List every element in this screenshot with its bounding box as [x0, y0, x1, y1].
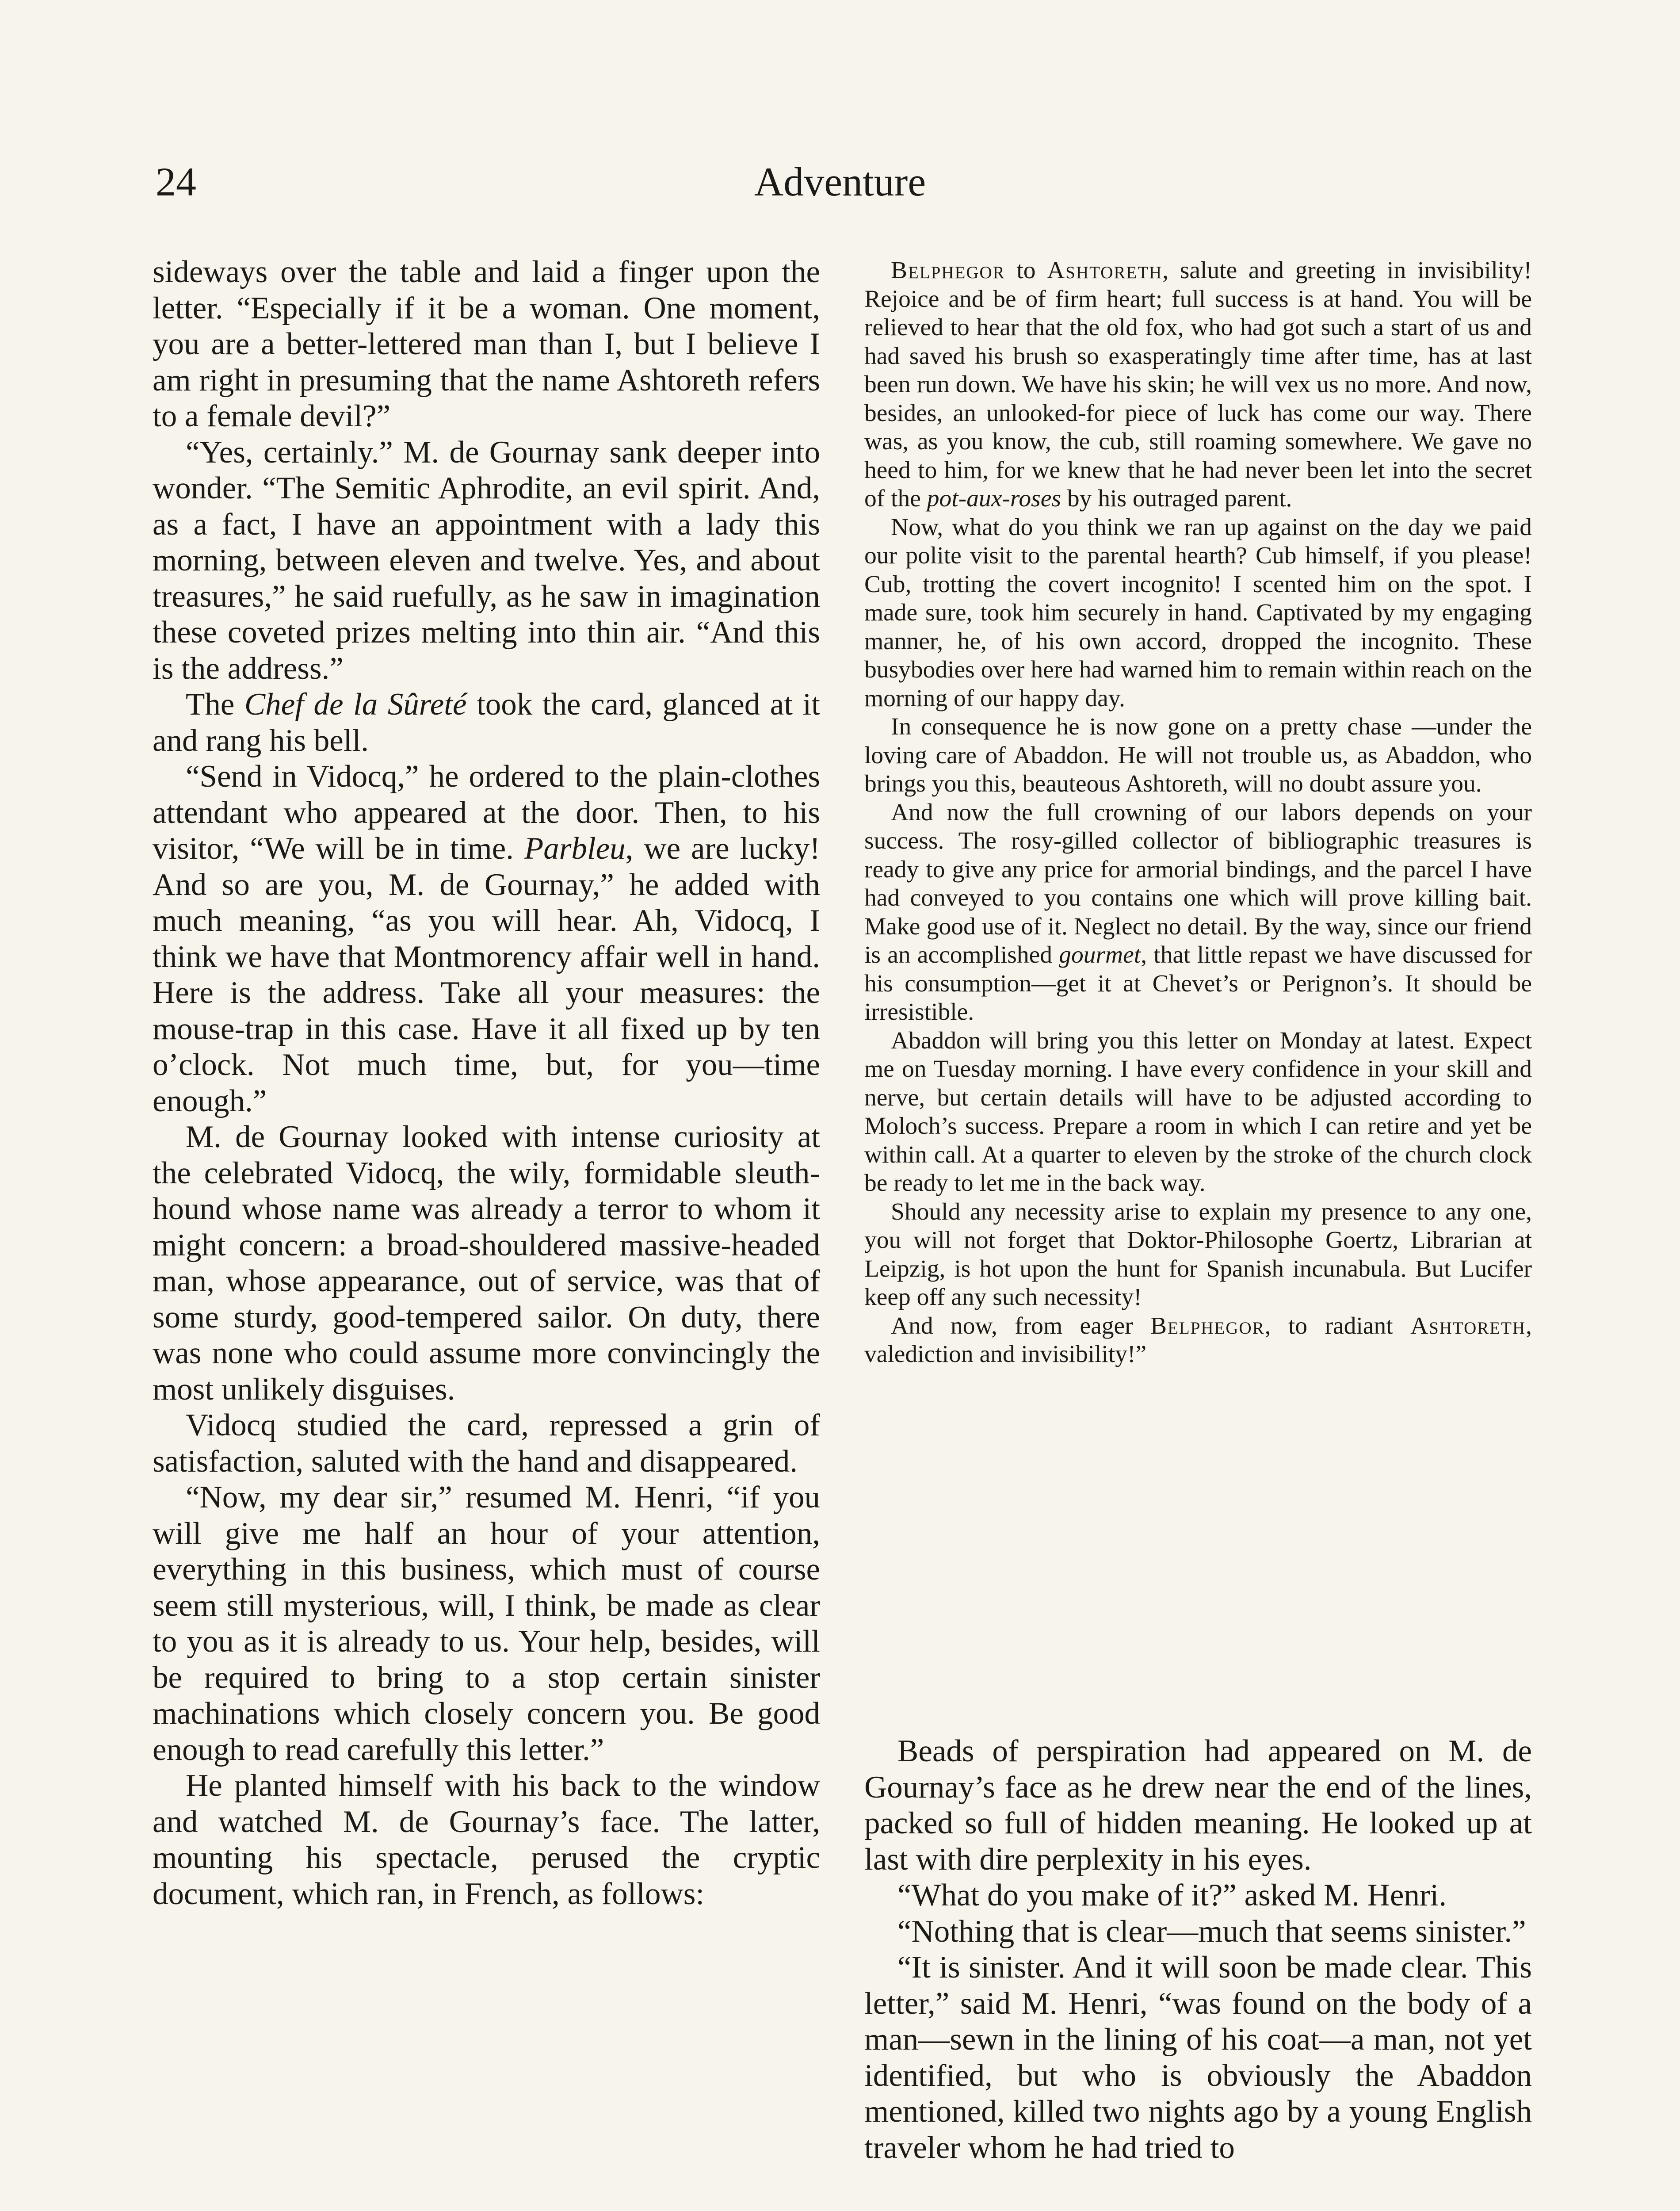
small-caps-name: Belphegor: [891, 257, 1005, 284]
small-caps-name: Ashtoreth: [1410, 1312, 1526, 1339]
paragraph: “What do you make of it?” asked M. Henri.: [897, 1878, 1447, 1913]
small-caps-name: Belphegor: [1150, 1312, 1265, 1339]
text-run: , salute and greeting in invisibility! Rejoice and be of firm heart; full success is at hand. You will be relieved to hear that the old fox, who had got such a start of us and had saved his brush so exasperatingly time after time, has at last been run down. We have his skin; he will vex us no more. And now, besides, an unlooked-for piece of luck has come our way. There was, as you know, the cub, still roaming somewhere. We gave no heed to him, for we knew that he had never been let into the secret of the: [864, 257, 1532, 512]
running-head: Adventure: [754, 159, 926, 204]
letter-paragraph: Should any necessity arise to explain my presence to any one, you will not forget that Doktor-Philosophe Goertz, Librarian at Leipzig, is hot upon the hunt for Spanish incunabula. But Lucifer keep off any such necessity!: [864, 1198, 1532, 1311]
text-run: And now, from eager: [891, 1312, 1151, 1339]
left-column: [153, 254, 820, 1912]
page-number: 24: [156, 159, 196, 204]
letter-block: [864, 256, 1532, 1369]
text-run: , that little repast we have discussed for his consumption—get it at Chevet’s or Perignon’s. It should be irresistible.: [864, 941, 1532, 1025]
paragraph: M. de Gournay looked with intense curiosity at the celebrated Vidocq, the wily, formidable sleuth-hound whose name was already a terror to whom it might concern: a broad-shouldered massive-headed man, whose appearance, out of service, was that of some sturdy, good-tempered sailor. On duty, there was none who could assume more convincingly the most unlikely disguises.: [153, 1120, 820, 1407]
text-run: The: [186, 687, 244, 722]
italic-text: gourmet: [1059, 941, 1141, 968]
italic-text: pot-aux-roses: [927, 485, 1061, 512]
text-run: “Send in Vidocq,” he ordered to the plain-clothes attendant who appeared at the door. Then, to his visitor, “We will be in time.: [153, 759, 820, 866]
paragraph: “Yes, certainly.” M. de Gournay sank deeper into wonder. “The Semitic Aphrodite, an evil spirit. And, as a fact, I have an appointment with a lady this morning, between eleven and twelve. Yes, and about treasures,” he said ruefully, as he saw in imagination these coveted prizes melting into thin air. “And this is the address.”: [153, 435, 820, 686]
paragraph: [153, 759, 820, 1119]
letter-paragraph: Abaddon will bring you this letter on Monday at latest. Expect me on Tuesday morning. I have every confidence in your skill and nerve, but certain details will have to be adjusted according to Moloch’s success. Prepare a room in which I can retire and yet be within call. At a quarter to eleven by the stroke of the church clock be ready to let me in the back way.: [864, 1027, 1532, 1197]
paragraph: [153, 687, 820, 759]
text-run: to: [1005, 257, 1047, 284]
text-run: And now the full crowning of our labors depends on your success. The rosy-gilled collector of bibliographic treasures is ready to give any price for armorial bindings, and the parcel I have had conveyed to you contains one which will prove killing bait. Make good use of it. Neglect no detail. By the way, since our friend is an accomplished: [864, 799, 1532, 968]
text-run: , to radiant: [1264, 1312, 1411, 1339]
text-run: took the card, glanced at it and rang his bell.: [153, 687, 820, 758]
right-column: [864, 1733, 1532, 2166]
paragraph: Vidocq studied the card, repressed a grin of satisfaction, saluted with the hand and disappeared.: [153, 1408, 820, 1479]
text-run: by his outraged parent.: [1061, 485, 1292, 512]
small-caps-name: Ashtoreth: [1047, 257, 1163, 284]
letter-paragraph: [864, 799, 1532, 1027]
paragraph: sideways over the table and laid a finger upon the letter. “Especially if it be a woman. One moment, you are a better-lettered man than I, but I believe I am right in presuming that the name Ashtoreth refers to a female devil?”: [153, 255, 820, 433]
italic-text: Chef de la Sûreté: [244, 687, 467, 722]
letter-paragraph: [864, 256, 1532, 513]
paragraph: “Now, my dear sir,” resumed M. Henri, “if you will give me half an hour of your attention, everything in this business, which must of course seem still mysterious, will, I think, be made as clear to you as it is already to us. Your help, besides, will be required to bring to a stop certain sinister machinations which closely concern you. Be good enough to read carefully this letter.”: [153, 1480, 820, 1767]
letter-paragraph: In consequence he is now gone on a pretty chase —under the loving care of Abaddon. He will not trouble us, as Abaddon, who brings you this, beauteous Ashtoreth, will no doubt assure you.: [864, 713, 1532, 797]
paragraph: Beads of perspiration had appeared on M. de Gournay’s face as he drew near the end of the lines, packed so full of hidden meaning. He looked up at last with dire perplexity in his eyes.: [864, 1734, 1532, 1877]
paragraph: “It is sinister. And it will soon be made clear. This letter,” said M. Henri, “was found on the body of a man—sewn in the lining of his coat—a man, not yet identified, but who is obviously the Abaddon mentioned, killed two nights ago by a young English traveler whom he had tried to: [864, 1950, 1532, 2165]
italic-text: Parbleu: [524, 831, 626, 866]
letter-paragraph: Now, what do you think we ran up against on the day we paid our polite visit to the parental hearth? Cub himself, if you please! Cub, trotting the covert incognito! I scented him on the spot. I made sure, took him securely in hand. Captivated by my engaging manner, he, of his own accord, dropped the incognito. These busybodies over here had warned him to remain within reach on the morning of our happy day.: [864, 513, 1532, 712]
letter-paragraph: [864, 1312, 1532, 1369]
paragraph: “Nothing that is clear—much that seems sinister.”: [897, 1914, 1526, 1949]
text-run: , we are lucky! And so are you, M. de Gournay,” he added with much meaning, “as you will hear. Ah, Vidocq, I think we have that Montmorency affair well in hand. Here is the address. Take all your measures: the mouse-trap in this case. Have it all fixed up by ten o’clock. Not much time, but, for you—time enough.”: [153, 831, 820, 1118]
paragraph: He planted himself with his back to the window and watched M. de Gournay’s face. The latter, mounting his spectacle, perused the cryptic document, which ran, in French, as follows:: [153, 1768, 820, 1911]
text-run: , valediction and invisibility!”: [864, 1312, 1532, 1368]
